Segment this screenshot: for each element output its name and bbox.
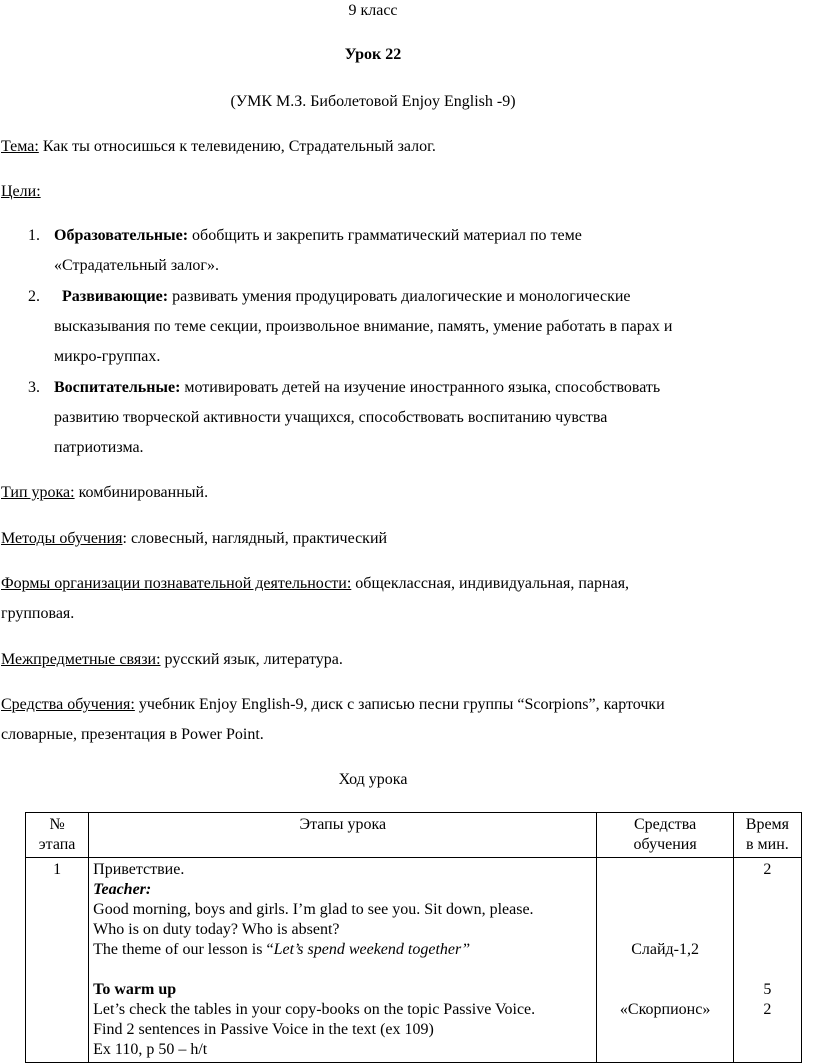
row1-theme-prefix: The theme of our lesson is “ <box>93 941 274 958</box>
row1-time1: 2 <box>763 861 772 878</box>
forms-text: общеклассная, индивидуальная, парная, <box>351 575 630 592</box>
goal-3-num: 3. <box>28 379 40 396</box>
goal-2-line3: микро-группах. <box>54 348 161 365</box>
header-means <box>597 813 733 858</box>
row1-line4: Find 2 sentences in Passive Voice in the text (ex 109) <box>93 1021 434 1038</box>
row1-line3: Let’s check the tables in your copy-books on the topic Passive Voice. <box>93 1001 536 1018</box>
header-time-line2: в мин. <box>745 836 789 853</box>
means-line2: словарные, презентация в Power Point. <box>1 726 264 743</box>
header-stage-number <box>26 813 89 858</box>
row1-time-cell <box>733 858 801 1063</box>
row1-time2: 5 <box>763 981 772 998</box>
goal-1-line1 <box>54 227 582 245</box>
means-text: учебник Enjoy English-9, диск с записью песни группы “Scorpions”, карточки <box>134 696 665 713</box>
row1-theme <box>93 940 592 960</box>
row1-greeting: Приветствие. <box>93 861 185 878</box>
lesson-type-label: Тип урока: <box>1 484 75 501</box>
header-time <box>733 813 801 858</box>
forms-line <box>1 575 629 593</box>
grade-line: 9 класс <box>348 2 398 19</box>
goal-2-line2: высказывания по теме секции, произвольное внимание, память, умение работать в парах и <box>54 318 673 335</box>
header-stage-label: Этапы урока <box>299 816 387 833</box>
lesson-number: Урок 22 <box>344 46 402 63</box>
header-time-line1: Время <box>745 816 790 833</box>
topic-text: Как ты относишься к телевидению, Страдательный залог. <box>38 138 436 155</box>
row1-line2: Who is on duty today? Who is absent? <box>93 921 340 938</box>
lesson-type-text: комбинированный. <box>74 484 209 501</box>
goal-1-text1: обобщить и закрепить грамматический материал по теме <box>188 227 582 244</box>
row1-theme-italic: Let’s spend weekend together” <box>273 941 471 958</box>
links-line <box>1 651 343 669</box>
row1-line5: Ex 110, p 50 – h/t <box>93 1041 208 1058</box>
row1-time3: 2 <box>763 1001 772 1018</box>
row1-warm-up: To warm up <box>93 981 177 998</box>
topic-label: Тема: <box>1 138 39 155</box>
goals-label: Цели: <box>1 183 41 200</box>
forms-line2: групповая. <box>1 605 75 622</box>
goal-2-title: Развивающие: <box>62 288 169 305</box>
lesson-type-line <box>1 484 208 502</box>
table-row <box>26 858 802 1063</box>
goal-2-text1: развивать умения продуцировать диалогические и монологические <box>168 288 631 305</box>
goal-1-num: 1. <box>28 227 40 244</box>
goal-3-line3: патриотизма. <box>54 439 144 456</box>
links-text: русский язык, литература. <box>160 651 343 668</box>
goal-2-num: 2. <box>28 288 40 305</box>
row1-means-slide: Слайд-1,2 <box>631 941 700 958</box>
row1-means-cell <box>597 858 733 1063</box>
methods-label: Методы обучения <box>1 530 123 547</box>
header-num-line2: этапа <box>38 836 76 853</box>
table-header-row <box>26 813 802 858</box>
row1-num-cell <box>26 858 89 1063</box>
header-means-line1: Средства <box>634 816 697 833</box>
goal-3-line1 <box>54 379 660 397</box>
means-line <box>1 696 665 714</box>
header-num-line1: № <box>49 816 65 833</box>
row1-num: 1 <box>53 861 62 878</box>
forms-label: Формы организации познавательной деятельности: <box>1 575 352 592</box>
row1-means-song: «Скорпионс» <box>619 1001 711 1018</box>
goal-3-text1: мотивировать детей на изучение иностранного языка, способствовать <box>180 379 661 396</box>
goal-1-title: Образовательные: <box>54 227 189 244</box>
row1-spacer <box>93 960 592 980</box>
topic-line <box>1 138 436 156</box>
links-label: Межпредметные связи: <box>1 651 161 668</box>
row1-line1: Good morning, boys and girls. I’m glad to see you. Sit down, please. <box>93 901 534 918</box>
header-stages <box>89 813 597 858</box>
goal-3-line2: развитию творческой активности учащихся, способствовать воспитанию чувства <box>54 409 608 426</box>
goal-1-line2: «Страдательный залог». <box>54 257 219 274</box>
row1-stage-cell <box>89 858 597 1063</box>
means-label: Средства обучения: <box>1 696 135 713</box>
lesson-table <box>25 812 802 1063</box>
header-means-line2: обучения <box>633 836 697 853</box>
course-title: Ход урока <box>338 771 408 788</box>
row1-teacher: Teacher: <box>93 881 152 898</box>
goal-2-line1 <box>62 288 631 306</box>
goal-3-title: Воспитательные: <box>54 379 181 396</box>
methods-text: : словесный, наглядный, практический <box>122 530 388 547</box>
textbook-line: (УМК М.З. Биболетовой Enjoy English -9) <box>230 93 516 110</box>
methods-line <box>1 530 387 548</box>
